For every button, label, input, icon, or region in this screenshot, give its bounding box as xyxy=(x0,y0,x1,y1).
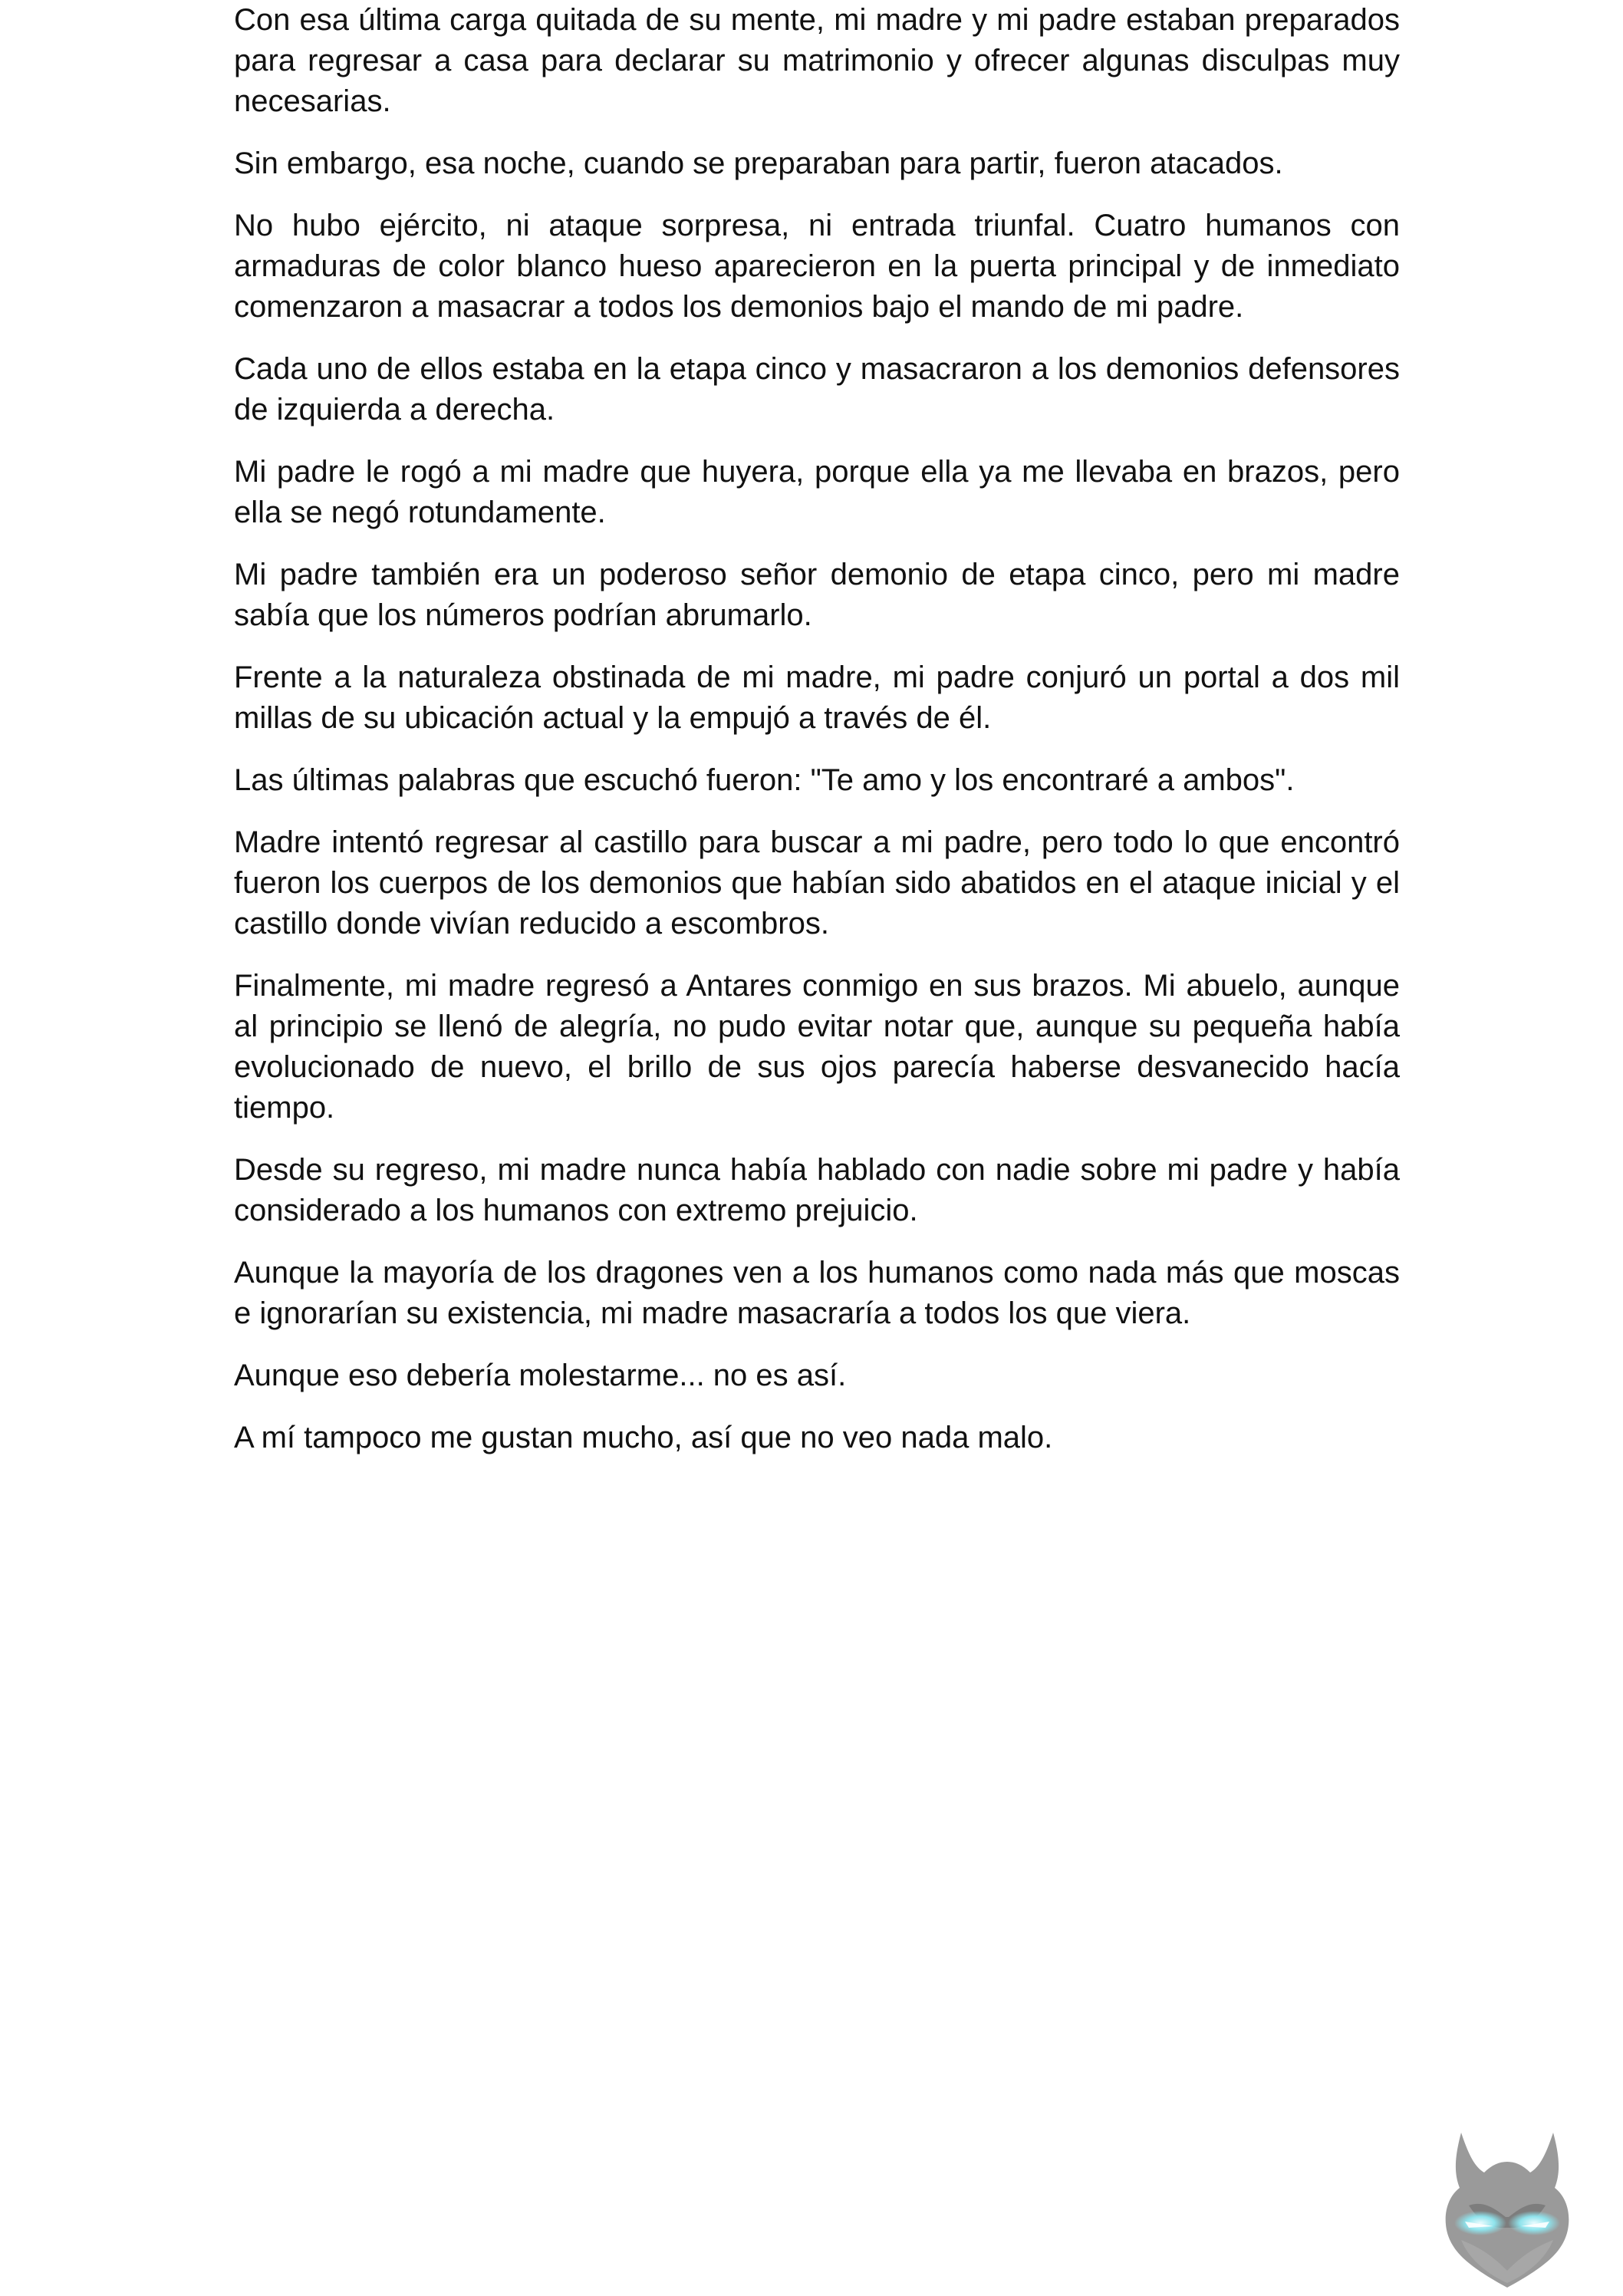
paragraph: Madre intentó regresar al castillo para buscar a mi padre, pero todo lo que encontró fueron los cuerpos de los demonios que habían sido abatidos en el ataque inicial y el castillo donde vivían reducido a escombros. xyxy=(234,825,1400,940)
demon-head-icon xyxy=(1438,2125,1576,2290)
paragraph: No hubo ejército, ni ataque sorpresa, ni entrada triunfal. Cuatro humanos con armaduras de color blanco hueso aparecieron en la puerta principal y de inmediato comenzaron a masacrar a todos los demonios bajo el mando de mi padre. xyxy=(234,209,1400,324)
paragraph: Las últimas palabras que escuchó fueron: "Te amo y los encontraré a ambos". xyxy=(234,763,1295,797)
paragraph: Mi padre también era un poderoso señor demonio de etapa cinco, pero mi madre sabía que los números podrían abrumarlo. xyxy=(234,558,1400,632)
paragraph: Desde su regreso, mi madre nunca había hablado con nadie sobre mi padre y había considerado a los humanos con extremo prejuicio. xyxy=(234,1153,1400,1227)
paragraph: Mi padre le rogó a mi madre que huyera, porque ella ya me llevaba en brazos, pero ella se negó rotundamente. xyxy=(234,455,1400,529)
paragraph: Sin embargo, esa noche, cuando se preparaban para partir, fueron atacados. xyxy=(234,147,1283,180)
paragraph: Cada uno de ellos estaba en la etapa cinco y masacraron a los demonios defensores de izquierda a derecha. xyxy=(234,352,1400,427)
paragraph: Con esa última carga quitada de su mente, mi madre y mi padre estaban preparados para regresar a casa para declarar su matrimonio y ofrecer algunas disculpas muy necesarias. xyxy=(234,3,1400,118)
demon-head-silhouette xyxy=(1446,2133,1569,2288)
document-body xyxy=(234,0,1400,1480)
paragraph: Frente a la naturaleza obstinada de mi madre, mi padre conjuró un portal a dos mil millas de su ubicación actual y la empujó a través de él. xyxy=(234,660,1400,735)
paragraph: A mí tampoco me gustan mucho, así que no veo nada malo. xyxy=(234,1421,1053,1454)
paragraph: Aunque eso debería molestarme... no es así. xyxy=(234,1359,847,1392)
paragraph: Finalmente, mi madre regresó a Antares conmigo en sus brazos. Mi abuelo, aunque al principio se llenó de alegría, no pudo evitar notar que, aunque su pequeña había evolucionado de nuevo, el brillo de sus ojos parecía haberse desvanecido hacía tiempo. xyxy=(234,969,1400,1125)
paragraph: Aunque la mayoría de los dragones ven a los humanos como nada más que moscas e ignorarían su existencia, mi madre masacraría a todos los que viera. xyxy=(234,1256,1400,1330)
